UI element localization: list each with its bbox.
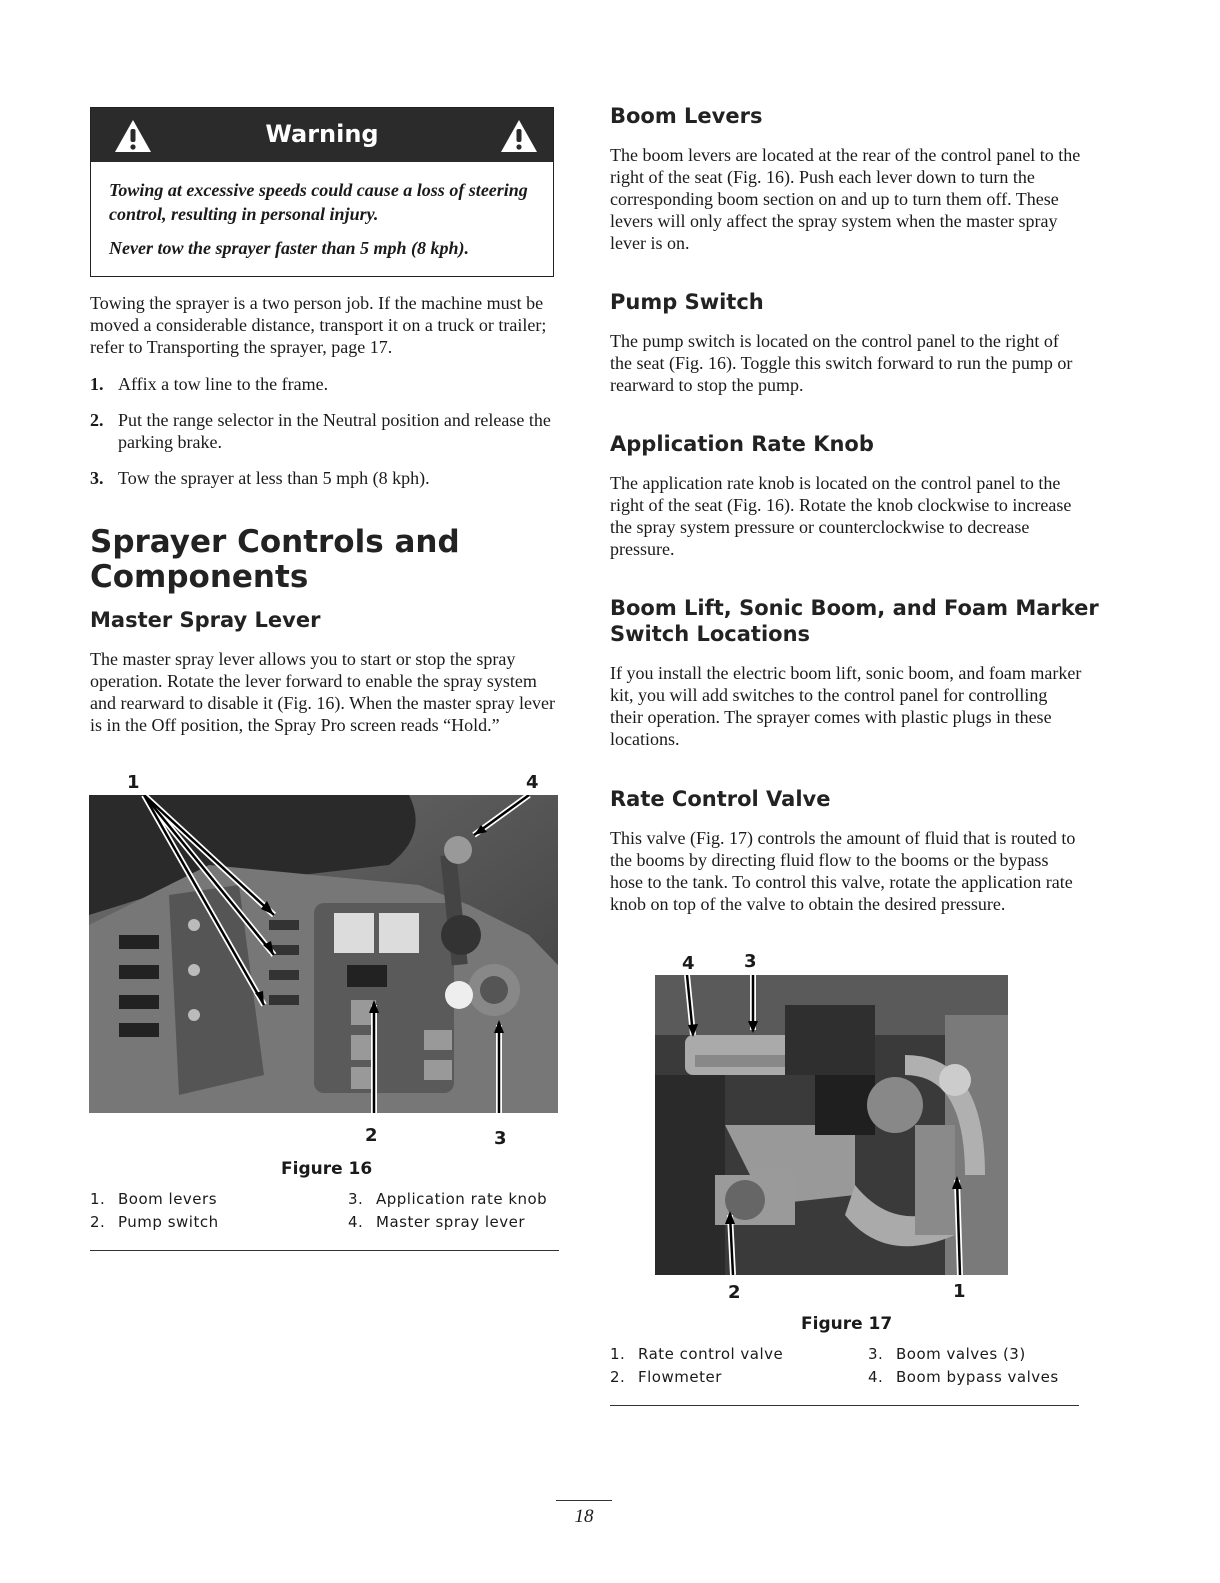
step-number: 1.	[90, 374, 104, 394]
figure-caption: Figure 17	[801, 1314, 893, 1334]
legend-item	[348, 1190, 548, 1208]
step-number: 2.	[90, 410, 104, 430]
legend-text: Flowmeter	[638, 1368, 722, 1386]
subheading: Boom Lift, Sonic Boom, and Foam Marker	[610, 596, 1099, 620]
legend-item	[868, 1345, 1026, 1363]
control-panel-illustration	[89, 795, 558, 1113]
warning-body	[91, 162, 553, 260]
legend-text: Boom levers	[118, 1190, 218, 1208]
body-text: The pump switch is located on the control panel to the right of the seat (Fig. 16). Toggle this switch forward to run the pump or rearward to stop the pump.	[610, 331, 1073, 395]
step-text: Tow the sprayer at less than 5 mph (8 kph).	[118, 468, 430, 488]
legend-text: Rate control valve	[638, 1345, 784, 1363]
figure-16-photo	[89, 795, 558, 1113]
legend-item	[610, 1345, 784, 1363]
warning-text: Never tow the sprayer faster than 5 mph (8 kph).	[109, 238, 469, 258]
subheading: Boom Levers	[610, 104, 763, 128]
legend-item	[348, 1213, 526, 1231]
figure-callout: 2	[365, 1125, 378, 1146]
figure-callout: 1	[127, 772, 140, 793]
subheading: Rate Control Valve	[610, 787, 831, 811]
body-text: If you install the electric boom lift, sonic boom, and foam marker kit, you will add switches to the control panel for controlling their operation. The sprayer comes with plastic plugs in these locations.	[610, 663, 1082, 749]
valve-assembly-illustration	[655, 975, 1008, 1275]
list-item	[90, 467, 564, 491]
section-title: Sprayer Controls and	[90, 524, 460, 560]
legend-text: Master spray lever	[376, 1213, 526, 1231]
legend-number: 3.	[868, 1345, 884, 1363]
legend-number: 2.	[90, 1213, 106, 1231]
legend-text: Boom valves (3)	[896, 1345, 1026, 1363]
legend-text: Boom bypass valves	[896, 1368, 1059, 1386]
subheading: Pump Switch	[610, 290, 764, 314]
list-item	[90, 409, 564, 455]
legend-item	[610, 1368, 722, 1386]
step-number: 3.	[90, 468, 104, 488]
figure-caption: Figure 16	[281, 1159, 373, 1179]
legend-number: 4.	[868, 1368, 884, 1386]
warning-box	[90, 107, 554, 277]
legend-number: 1.	[90, 1190, 106, 1208]
page-number: 18	[574, 1506, 594, 1527]
warning-header	[91, 108, 553, 162]
legend-number: 4.	[348, 1213, 364, 1231]
legend-number: 3.	[348, 1190, 364, 1208]
subheading: Application Rate Knob	[610, 432, 874, 456]
legend-item	[90, 1213, 219, 1231]
figure-callout: 2	[728, 1282, 741, 1303]
step-text: Affix a tow line to the frame.	[118, 374, 329, 394]
divider	[610, 1405, 1079, 1406]
figure-callout: 3	[494, 1128, 507, 1149]
legend-text: Pump switch	[118, 1213, 219, 1231]
warning-triangle-icon	[499, 118, 539, 154]
legend-item	[90, 1190, 218, 1208]
legend-text: Application rate knob	[376, 1190, 548, 1208]
figure-callout: 4	[682, 953, 695, 974]
footer-rule	[556, 1500, 612, 1501]
figure-17-photo	[655, 975, 1008, 1275]
list-item	[90, 373, 564, 397]
body-text: This valve (Fig. 17) controls the amount of fluid that is routed to the booms by directing fluid flow to the booms or the bypass hose to the tank. To control this valve, rotate the application rate knob on top of the valve to obtain the desired pressure.	[610, 828, 1076, 914]
legend-item	[868, 1368, 1059, 1386]
subheading: Master Spray Lever	[90, 608, 321, 632]
figure-callout: 4	[526, 772, 539, 793]
legend-number: 2.	[610, 1368, 626, 1386]
step-text: Put the range selector in the Neutral position and release the parking brake.	[118, 410, 551, 452]
body-text: The master spray lever allows you to start or stop the spray operation. Rotate the lever forward to enable the spray system and rearward to disable it (Fig. 16). When the master spray lever is in the Off position, the Spray Pro screen reads “Hold.”	[90, 649, 556, 735]
towing-intro: Towing the sprayer is a two person job. If the machine must be moved a considerable distance, transport it on a truck or trailer; refer to Transporting the sprayer, page 17.	[90, 293, 547, 357]
section-title: Components	[90, 559, 309, 595]
subheading: Switch Locations	[610, 622, 811, 646]
figure-callout: 3	[744, 951, 757, 972]
legend-number: 1.	[610, 1345, 626, 1363]
warning-title: Warning	[265, 120, 379, 148]
divider	[90, 1250, 559, 1251]
body-text: The boom levers are located at the rear of the control panel to the right of the seat (Fig. 16). Push each lever down to turn the corresponding boom section on and up to turn them off. These levers will only affect the spray system when the master spray lever is on.	[610, 145, 1081, 253]
warning-text: Towing at excessive speeds could cause a loss of steering control, resulting in personal injury.	[109, 180, 528, 224]
body-text: The application rate knob is located on the control panel to the right of the seat (Fig. 16). Rotate the knob clockwise to increase the spray system pressure or counterclockwise to decrease pressure.	[610, 473, 1072, 559]
figure-callout: 1	[953, 1281, 966, 1302]
